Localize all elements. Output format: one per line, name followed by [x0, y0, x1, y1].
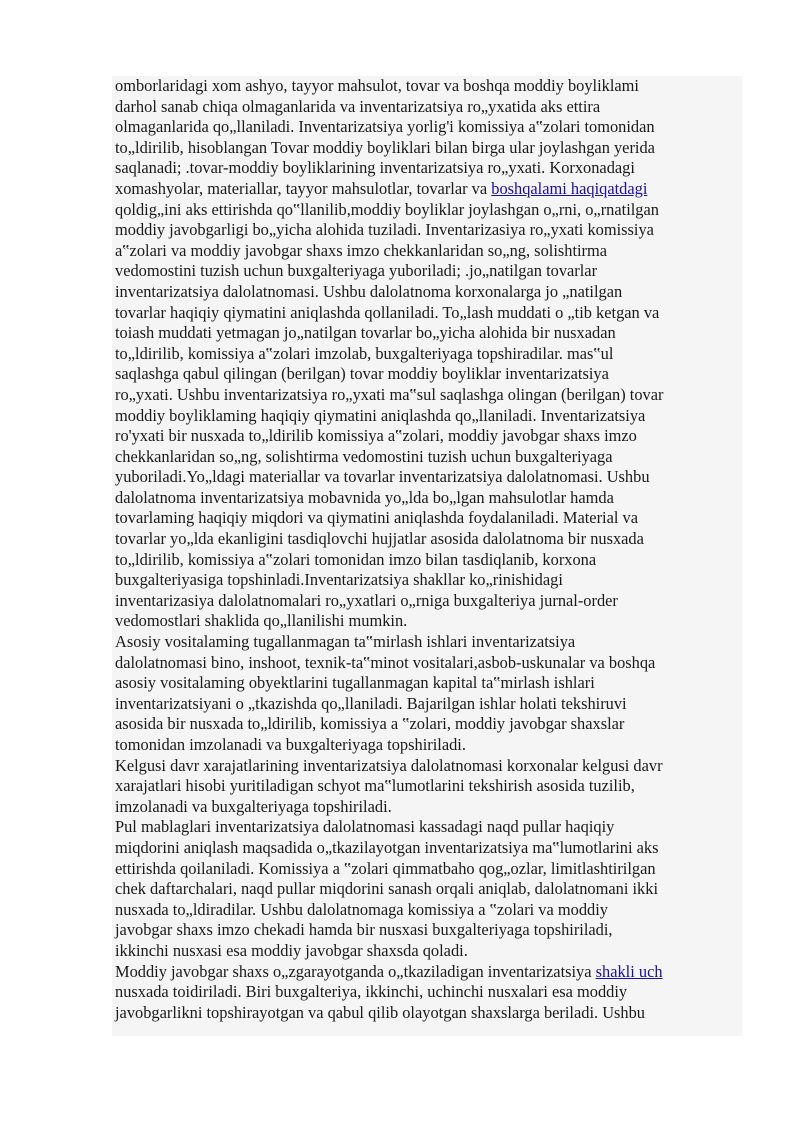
text-line: a‟zolari va moddiy javobgar shaxs imzo chekkanlaridan so„ng, solishtirma: [115, 240, 608, 260]
boshqalami-haqiqatdagi-link[interactable]: boshqalami haqiqatdagi: [491, 178, 648, 198]
text-line: saqlashga qabul qilingan (berilgan) tovar moddiy boyliklar inventarizatsiya: [115, 364, 609, 384]
text-line: ro„yxati. Ushbu inventarizatsiya ro„yxati ma‟sul saqlashga olingan (berilgan) tovar: [115, 384, 664, 404]
text-line: Moddiy javobgar shaxs o„zgarayotganda o„tkaziladigan inventarizatsiya: [115, 961, 596, 981]
text-line: inventarizatsiyani o „tkazishda qo„llaniladi. Bajarilgan ishlar holati tekshiruvi: [115, 693, 627, 713]
text-line: tovarlar yo„lda ekanligini tasdiqlovchi hujjatlar asosida dalolatnoma bir nusxada: [115, 529, 644, 549]
text-line: Asosiy vositalaming tugallanmagan ta‟mirlash ishlari inventarizatsiya: [115, 632, 576, 652]
document-body: [112, 76, 742, 1036]
paragraph-fixed-assets-repair: [115, 632, 738, 756]
text-line: dalolatnomasi bino, inshoot, texnik-ta‟minot vositalari,asbob-uskunalar va boshqa: [115, 652, 656, 672]
text-line: inventarizatsiya dalolatnomasi. Ushbu dalolatnoma korxonalarga jo „natilgan: [115, 281, 623, 301]
text-line: nusxada toidiriladi. Biri buxgalteriya, ikkinchi, uchinchi nusxalari esa moddiy: [115, 982, 628, 1002]
paragraph-cash-funds: [115, 817, 738, 961]
text-line: yuboriladi.Yo„ldagi materiallar va tovarlar inventarizatsiya dalolatnomasi. Ushbu: [115, 467, 650, 487]
text-line: Pul mablaglari inventarizatsiya dalolatnomasi kassadagi naqd pullar haqiqiy: [115, 817, 615, 837]
text-line: omborlaridagi xom ashyo, tayyor mahsulot, tovar va boshqa moddiy boyliklami: [115, 76, 639, 95]
text-line: asosiy vositalaming obyektlarini tugallanmagan kapital ta‟mirlash ishlari: [115, 673, 595, 693]
text-line: olmaganlarida qo„llaniladi. Inventarizatsiya yorlig'i komissiya a‟zolari tomonidan: [115, 117, 655, 137]
text-line: javobgar shaxs imzo chekadi hamda bir nusxasi buxgalteriyaga topshiriladi,: [115, 920, 613, 940]
text-line: ro'yxati bir nusxada to„ldirilib komissiya a‟zolari, moddiy javobgar shaxs imzo: [115, 426, 637, 446]
text-line: Kelgusi davr xarajatlarining inventarizatsiya dalolatnomasi korxonalar kelgusi davr: [115, 755, 663, 775]
text-line: ettirishda qoilaniladi. Komissiya a ‟zolari qimmatbaho qog„ozlar, limitlashtirilgan: [115, 858, 656, 878]
shakli-uch-link[interactable]: shakli uch: [595, 961, 663, 981]
text-line: imzolanadi va buxgalteriyaga topshiriladi.: [115, 796, 392, 816]
text-line: darhol sanab chiqa olmaganlarida va inventarizatsiya ro„yxatida aks ettira: [115, 96, 601, 116]
text-line: nusxada to„ldiradilar. Ushbu dalolatnomaga komissiya a ‟zolari va moddiy: [115, 899, 608, 919]
text-line: xarajatlari hisobi yuritiladigan schyot ma‟lumotlarini tekshirish asosida tuzilib,: [115, 776, 635, 796]
text-line: to„ldirilib, komissiya a‟zolari tomonidan imzo bilan tasdiqlanib, korxona: [115, 549, 597, 569]
text-line: chekkanlaridan so„ng, solishtirma vedomostini tuzish uchun buxgalteriyaga: [115, 446, 613, 466]
text-line: javobgarlikni topshirayotgan va qabul qilib olayotgan shaxslarga beriladi. Ushbu: [115, 1002, 646, 1022]
text-line: asosida bir nusxada to„ldirilib, komissiya a ‟zolari, moddiy javobgar shaxslar: [115, 714, 625, 734]
text-line: vedomostlari shaklida qo„llanilishi mumkin.: [115, 611, 408, 631]
text-line: qoldig„ini aks ettirishda qo‟llanilib,moddiy boyliklar joylashgan o„rni, o„rnatilgan: [115, 199, 659, 219]
text-line: to„ldirilib, komissiya a‟zolari imzolab, buxgalteriyaga topshiradilar. mas‟ul: [115, 343, 614, 363]
text-line: miqdorini aniqlash maqsadida o„tkazilayotgan inventarizatsiya ma‟lumotlarini aks: [115, 837, 659, 857]
text-line: vedomostini tuzish uchun buxgalteriyaga yuboriladi; .jo„natilgan tovarlar: [115, 261, 598, 281]
paragraph-responsible-person-change: [115, 962, 738, 1024]
text-line: ikkinchi nusxasi esa moddiy javobgar shaxsda qoladi.: [115, 940, 468, 960]
text-line: to„ldirilib, hisoblangan Tovar moddiy boyliklari bilan birga ular joylashgan yerida: [115, 137, 655, 157]
text-line: moddiy boyliklaming haqiqiy qiymatini aniqlashda qo„llaniladi. Inventarizatsiya: [115, 405, 646, 425]
text-line: tovarlar haqiqiy qiymatini aniqlashda qollaniladi. To„lash muddati o „tib ketgan va: [115, 302, 660, 322]
paragraph-future-expenses: [115, 756, 738, 818]
text-line: buxgalteriyasiga topshinladi.Inventarizatsiya shakllar ko„rinishidagi: [115, 570, 563, 590]
text-line: tovarlaming haqiqiy miqdori va qiymatini aniqlashda foydalaniladi. Material va: [115, 508, 638, 528]
text-line: toiash muddati yetmagan jo„natilgan tovarlar bo„yicha alohida bir nusxadan: [115, 323, 616, 343]
text-line: chek daftarchalari, naqd pullar miqdorini sanash orqali aniqlab, dalolatnomani ikki: [115, 879, 658, 899]
text-line: tomonidan imzolanadi va buxgalteriyaga topshiriladi.: [115, 735, 466, 754]
text-line: saqlanadi; .tovar-moddiy boyliklarining inventarizatsiya ro„yxati. Korxonadagi: [115, 158, 635, 178]
text-line: inventarizasiya dalolatnomalari ro„yxatlari o„rniga buxgalteriya jurnal-order: [115, 590, 618, 610]
paragraph-inventory-lists: [115, 76, 738, 632]
text-line: xomashyolar, materiallar, tayyor mahsulotlar, tovarlar va: [115, 178, 492, 198]
text-line: dalolatnoma inventarizatsiya mobavnida yo„lda bo„lgan mahsulotlar hamda: [115, 487, 614, 507]
text-line: moddiy javobgarligi bo„yicha alohida tuziladi. Inventarizasiya ro„yxati komissiya: [115, 220, 654, 240]
